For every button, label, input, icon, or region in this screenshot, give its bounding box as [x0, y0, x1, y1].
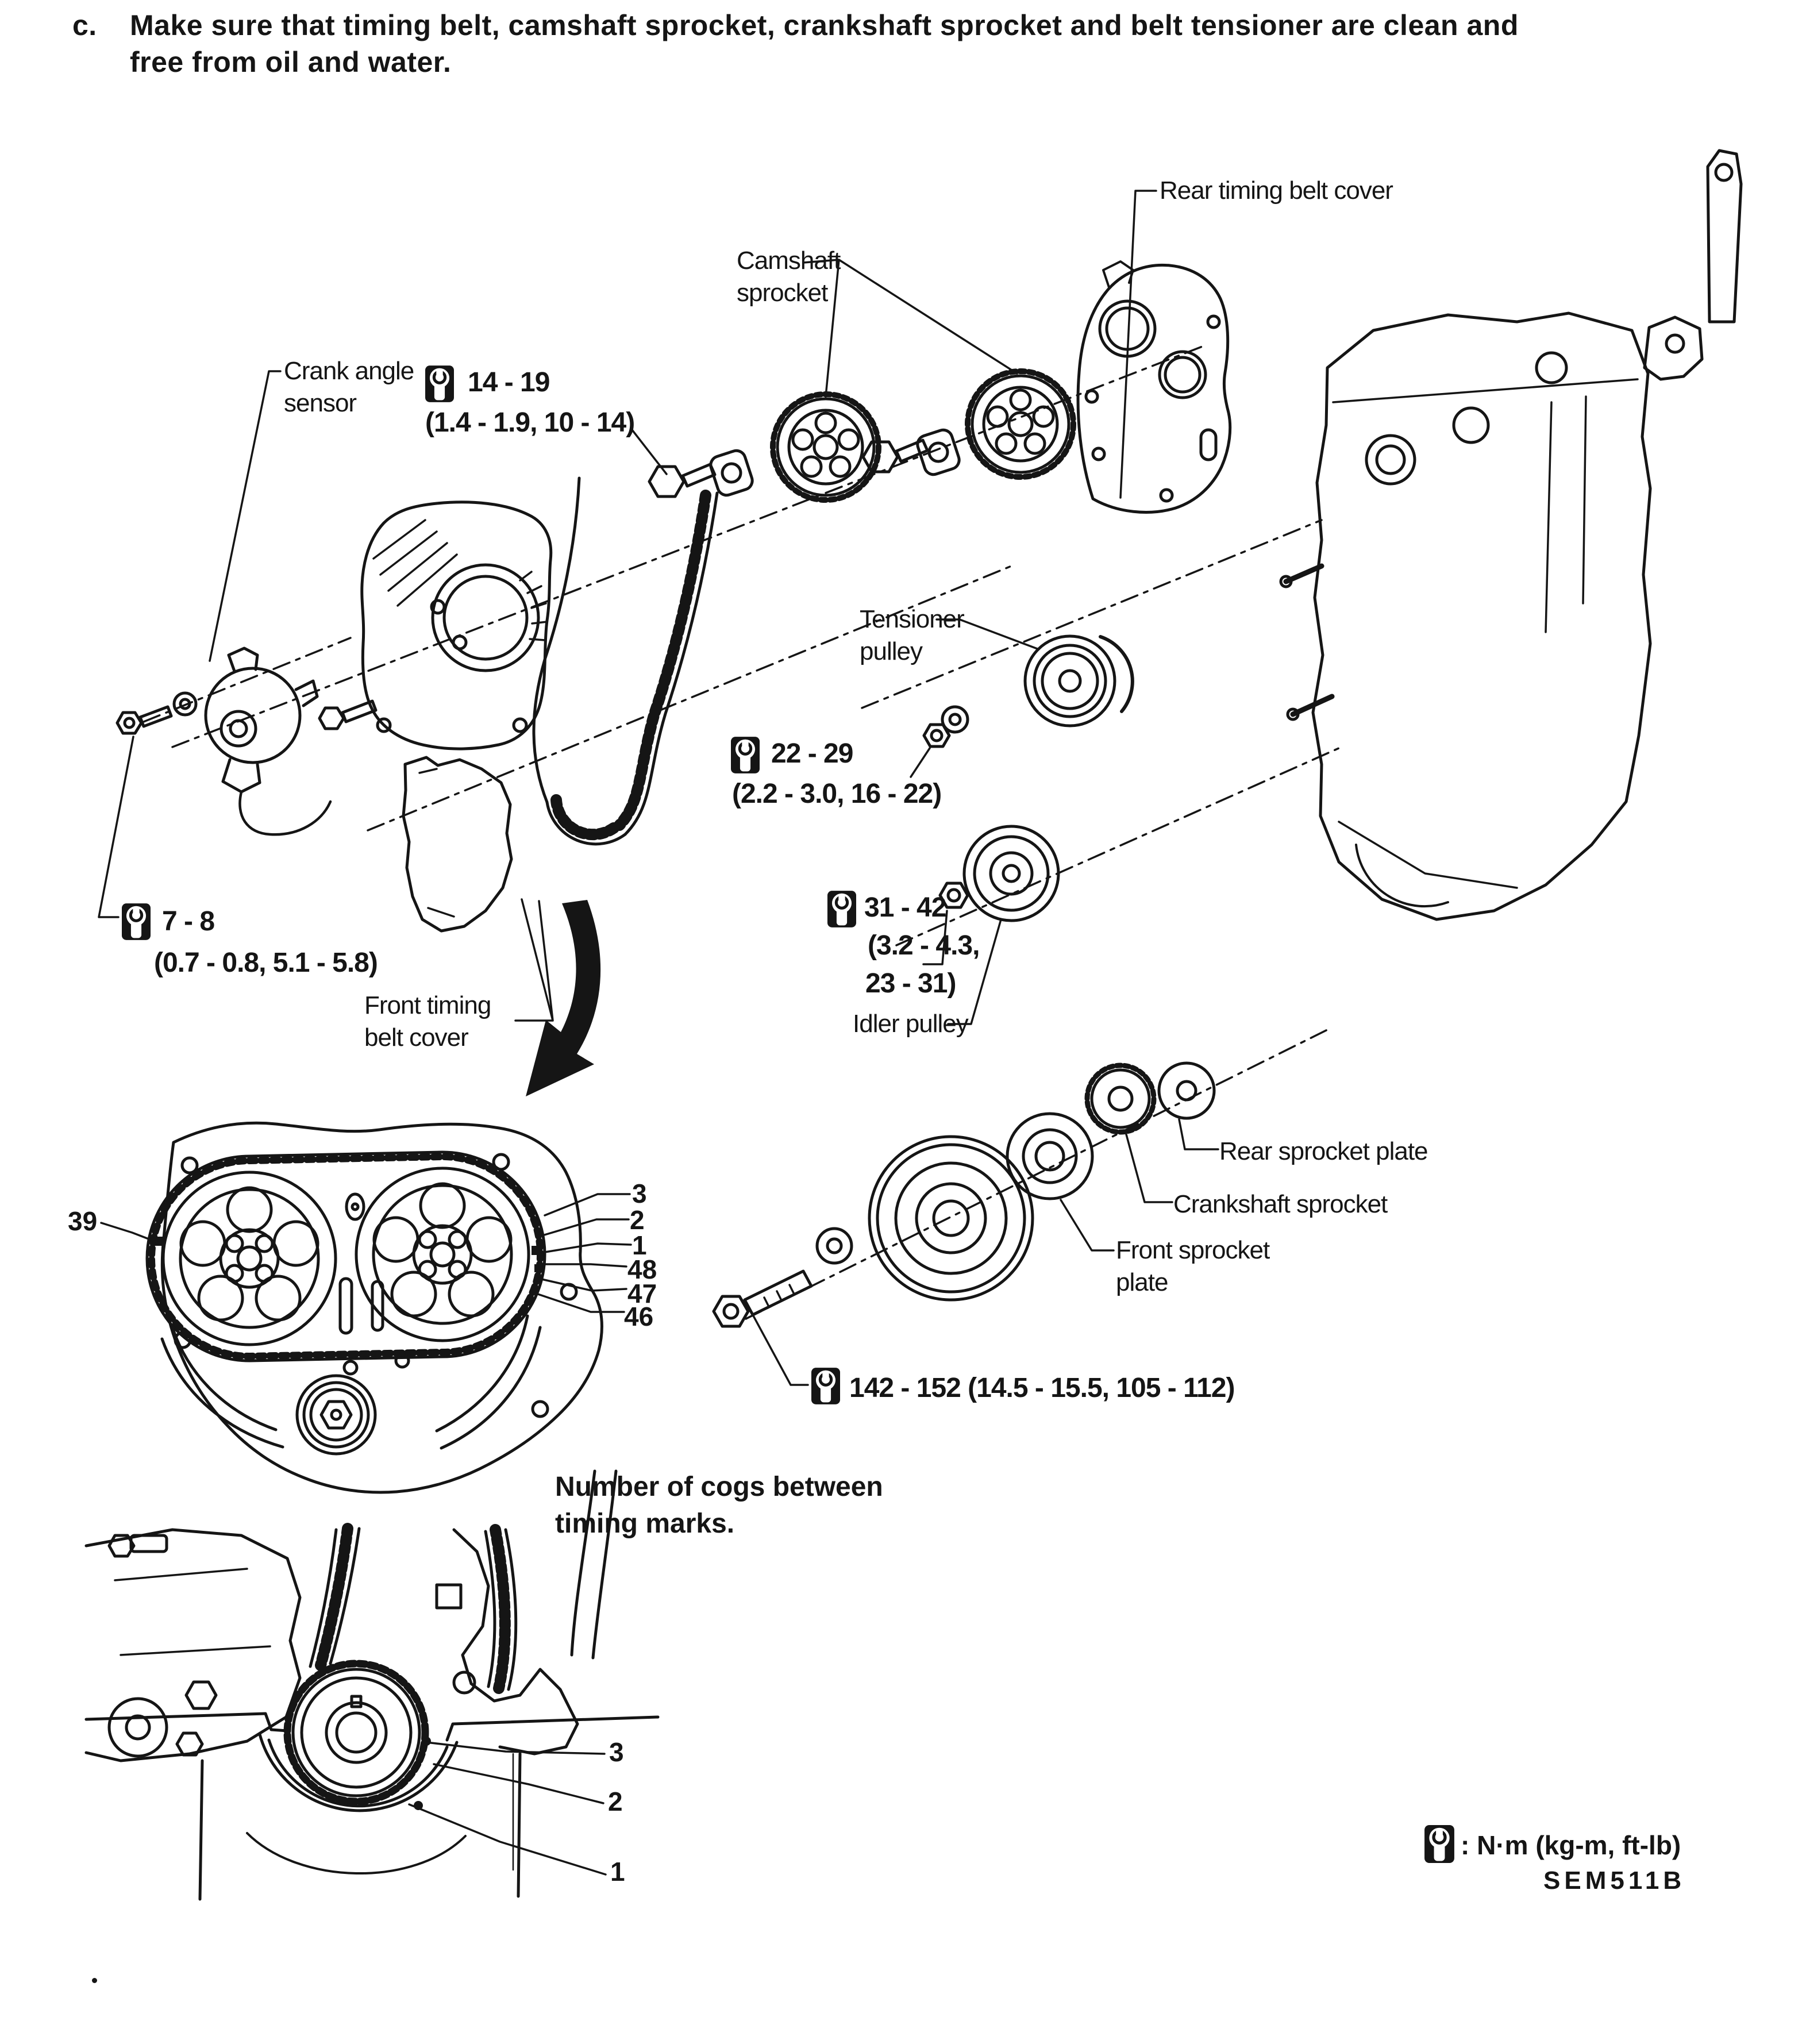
label-line: belt cover [364, 1023, 468, 1052]
cog-number-46: 46 [624, 1302, 654, 1331]
torque-value: 142 - 152 (14.5 - 15.5, 105 - 112) [849, 1373, 1235, 1403]
lower-cog-number-2: 2 [608, 1787, 623, 1816]
label-crankshaft-sprocket: Crankshaft sprocket [1173, 1190, 1388, 1218]
label-line: sensor [284, 389, 357, 417]
label-front-sprocket-plate [1116, 1234, 1269, 1299]
scan-dot-artifact [92, 1978, 97, 1983]
torque-subvalue: (2.2 - 3.0, 16 - 22) [732, 779, 942, 809]
label-camshaft-sprocket [737, 245, 840, 309]
torque-subvalue: (1.4 - 1.9, 10 - 14) [425, 407, 635, 438]
lower-cog-number-3: 3 [609, 1737, 624, 1767]
label-idler-pulley: Idler pulley [853, 1010, 968, 1038]
torque-spec-idler-nut [827, 891, 1034, 1006]
label-line: Tensioner [860, 605, 964, 633]
label-line: Front timing [364, 991, 491, 1019]
torque-subvalue: 23 - 31) [865, 968, 956, 999]
instruction-step [72, 7, 1519, 80]
torque-spec-crank-sensor-bolt [122, 903, 444, 984]
torque-legend [1424, 1825, 1746, 1865]
cog-number-48: 48 [627, 1254, 657, 1284]
label-rear-timing-belt-cover: Rear timing belt cover [1160, 176, 1393, 205]
torque-wrench-icon [811, 1368, 840, 1404]
torque-subvalue: (3.2 - 4.3, [868, 930, 980, 961]
cog-number-47: 47 [627, 1279, 657, 1308]
label-line: Camshaft [737, 247, 841, 275]
torque-spec-tensioner-nut [731, 737, 1018, 811]
label-line: Front sprocket [1116, 1236, 1270, 1264]
torque-value: 22 - 29 [771, 738, 853, 769]
note-line: timing marks. [555, 1508, 735, 1539]
torque-value: 31 - 42 [864, 892, 946, 923]
step-text-line2: free from oil and water. [130, 46, 452, 78]
engine-block-art [1281, 151, 1741, 919]
label-crank-angle-sensor [284, 355, 414, 419]
torque-subvalue: (0.7 - 0.8, 5.1 - 5.8) [154, 948, 378, 978]
cog-number-3: 3 [632, 1179, 647, 1208]
torque-wrench-icon [1424, 1825, 1455, 1863]
torque-value: 14 - 19 [468, 367, 550, 398]
cam-sprocket-detail-art [147, 1123, 602, 1492]
label-rear-sprocket-plate: Rear sprocket plate [1219, 1137, 1428, 1165]
figure-code: SEM511B [1543, 1866, 1686, 1895]
label-front-timing-belt-cover [364, 990, 491, 1054]
crank-angle-sensor-art [117, 648, 376, 834]
detail-view-arrow [526, 900, 600, 1096]
cog-number-2: 2 [630, 1205, 645, 1235]
cog-number-1: 1 [632, 1230, 647, 1260]
label-line: plate [1116, 1268, 1168, 1296]
cog-number-39: 39 [68, 1206, 98, 1236]
camshaft-sprockets-art [649, 371, 1073, 500]
torque-spec-crank-pulley-bolt [811, 1368, 1271, 1414]
step-text [130, 7, 1519, 80]
torque-spec-camshaft-bolt [425, 365, 713, 440]
cog-count-note [555, 1469, 883, 1542]
torque-wrench-icon [122, 903, 151, 940]
label-line: pulley [860, 637, 922, 665]
note-line: Number of cogs between [555, 1472, 883, 1502]
step-text-line1: Make sure that timing belt, camshaft sprocket, crankshaft sprocket and belt tensioner are clean and [130, 9, 1519, 41]
label-line: sprocket [737, 279, 828, 307]
label-line: Crank angle [284, 357, 414, 385]
lower-cog-number-1: 1 [610, 1857, 625, 1887]
torque-wrench-icon [425, 365, 454, 402]
front-timing-belt-cover-art [362, 502, 551, 931]
torque-wrench-icon [827, 891, 856, 927]
timing-belt-art [534, 478, 717, 844]
torque-legend-text: : N·m (kg-m, ft-lb) [1461, 1830, 1681, 1860]
step-letter: c. [72, 9, 97, 41]
label-tensioner-pulley [860, 603, 964, 668]
torque-value: 7 - 8 [162, 906, 215, 937]
torque-wrench-icon [731, 737, 760, 773]
